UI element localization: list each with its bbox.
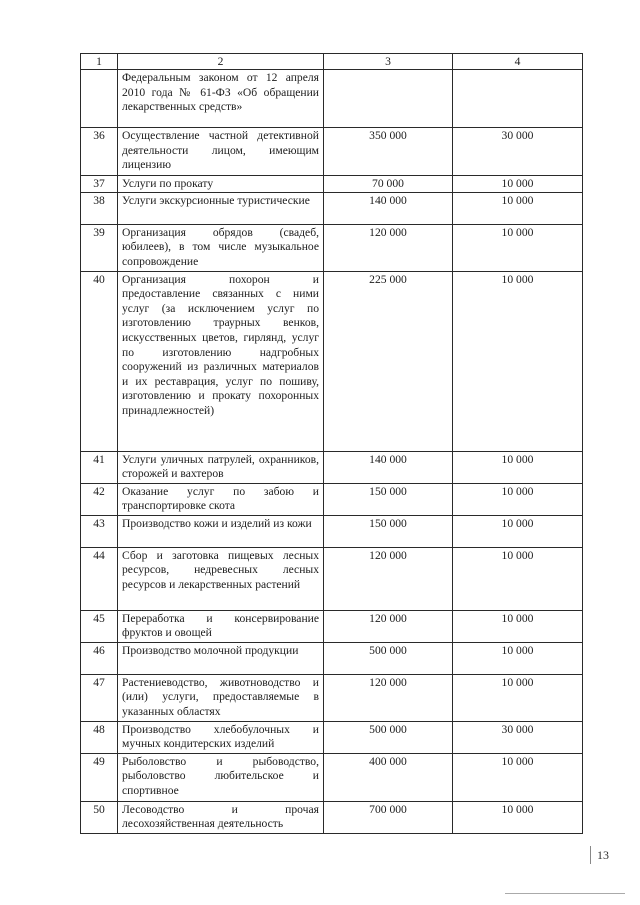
table-row	[81, 192, 583, 224]
row-number: 38	[81, 192, 118, 224]
row-value-col3: 500 000	[324, 642, 453, 674]
row-value-col3: 70 000	[324, 176, 453, 193]
row-number	[81, 70, 118, 128]
row-activity: Организация похорон и предоставление связанных с ними услуг (за исключением услуг по изготовлению траурных венков, искусственных цветов, гирлянд, услуг по изготовлению надгробных сооружений из различных материалов и их реставрация, услуг по пошиву, изготовлению и прокату похоронных принадлежностей)	[118, 271, 324, 451]
row-value-col3: 400 000	[324, 753, 453, 801]
table-row	[81, 271, 583, 451]
row-number: 45	[81, 610, 118, 642]
row-activity: Растениеводство, животноводство и (или) услуги, предоставляемые в указанных областях	[118, 674, 324, 721]
row-value-col3	[324, 70, 453, 128]
table-row	[81, 451, 583, 483]
page-margin-mark	[590, 846, 591, 864]
row-number: 37	[81, 176, 118, 193]
table-row	[81, 642, 583, 674]
table-row	[81, 547, 583, 610]
row-number: 36	[81, 128, 118, 176]
header-col-3: 3	[324, 54, 453, 70]
row-activity: Федеральным законом от 12 апреля 2010 года № 61-ФЗ «Об обращении лекарственных средств»	[118, 70, 324, 128]
table-row	[81, 721, 583, 753]
row-activity: Производство хлебобулочных и мучных кондитерских изделий	[118, 721, 324, 753]
row-value-col4: 10 000	[453, 224, 583, 271]
table-row	[81, 674, 583, 721]
row-activity: Лесоводство и прочая лесохозяйственная деятельность	[118, 801, 324, 833]
row-value-col4: 30 000	[453, 128, 583, 176]
table-row	[81, 483, 583, 515]
row-value-col4: 10 000	[453, 176, 583, 193]
row-number: 42	[81, 483, 118, 515]
row-value-col3: 120 000	[324, 547, 453, 610]
row-activity: Услуги по прокату	[118, 176, 324, 193]
row-activity: Производство кожи и изделий из кожи	[118, 515, 324, 547]
row-value-col3: 225 000	[324, 271, 453, 451]
row-activity: Рыболовство и рыбоводство, рыболовство любительское и спортивное	[118, 753, 324, 801]
row-activity: Организация обрядов (свадеб, юбилеев), в том числе музыкальное сопровождение	[118, 224, 324, 271]
table-row	[81, 515, 583, 547]
row-value-col4: 10 000	[453, 674, 583, 721]
page-number: 13	[597, 848, 609, 862]
row-value-col3: 120 000	[324, 610, 453, 642]
row-value-col4: 10 000	[453, 753, 583, 801]
row-activity: Сбор и заготовка пищевых лесных ресурсов, недревесных лесных ресурсов и лекарственных растений	[118, 547, 324, 610]
table-row	[81, 610, 583, 642]
row-activity: Производство молочной продукции	[118, 642, 324, 674]
row-value-col4: 10 000	[453, 642, 583, 674]
row-number: 44	[81, 547, 118, 610]
row-value-col3: 140 000	[324, 192, 453, 224]
row-activity: Оказание услуг по забою и транспортировке скота	[118, 483, 324, 515]
row-number: 40	[81, 271, 118, 451]
row-value-col4: 10 000	[453, 483, 583, 515]
row-number: 39	[81, 224, 118, 271]
row-value-col3: 150 000	[324, 515, 453, 547]
header-col-1: 1	[81, 54, 118, 70]
tax-table	[80, 53, 583, 834]
table-row	[81, 128, 583, 176]
row-activity: Услуги уличных патрулей, охранников, сторожей и вахтеров	[118, 451, 324, 483]
header-col-2: 2	[118, 54, 324, 70]
row-number: 46	[81, 642, 118, 674]
row-value-col3: 700 000	[324, 801, 453, 833]
row-value-col4: 10 000	[453, 801, 583, 833]
row-value-col3: 150 000	[324, 483, 453, 515]
row-activity: Переработка и консервирование фруктов и овощей	[118, 610, 324, 642]
row-value-col3: 140 000	[324, 451, 453, 483]
row-value-col3: 120 000	[324, 674, 453, 721]
table-row	[81, 224, 583, 271]
row-activity: Осуществление частной детективной деятельности лицом, имеющим лицензию	[118, 128, 324, 176]
row-value-col3: 120 000	[324, 224, 453, 271]
row-number: 49	[81, 753, 118, 801]
table-row	[81, 70, 583, 128]
row-value-col4: 30 000	[453, 721, 583, 753]
row-value-col4: 10 000	[453, 515, 583, 547]
row-value-col3: 350 000	[324, 128, 453, 176]
row-value-col4: 10 000	[453, 610, 583, 642]
row-activity: Услуги экскурсионные туристические	[118, 192, 324, 224]
row-value-col4: 10 000	[453, 271, 583, 451]
row-value-col4: 10 000	[453, 547, 583, 610]
row-value-col4: 10 000	[453, 192, 583, 224]
table-row	[81, 176, 583, 193]
row-value-col3: 500 000	[324, 721, 453, 753]
table-row	[81, 801, 583, 833]
header-col-4: 4	[453, 54, 583, 70]
row-number: 48	[81, 721, 118, 753]
row-number: 41	[81, 451, 118, 483]
scan-artifact-line	[505, 893, 625, 894]
header-row	[81, 54, 583, 70]
row-value-col4: 10 000	[453, 451, 583, 483]
row-value-col4	[453, 70, 583, 128]
row-number: 50	[81, 801, 118, 833]
row-number: 47	[81, 674, 118, 721]
table-row	[81, 753, 583, 801]
row-number: 43	[81, 515, 118, 547]
